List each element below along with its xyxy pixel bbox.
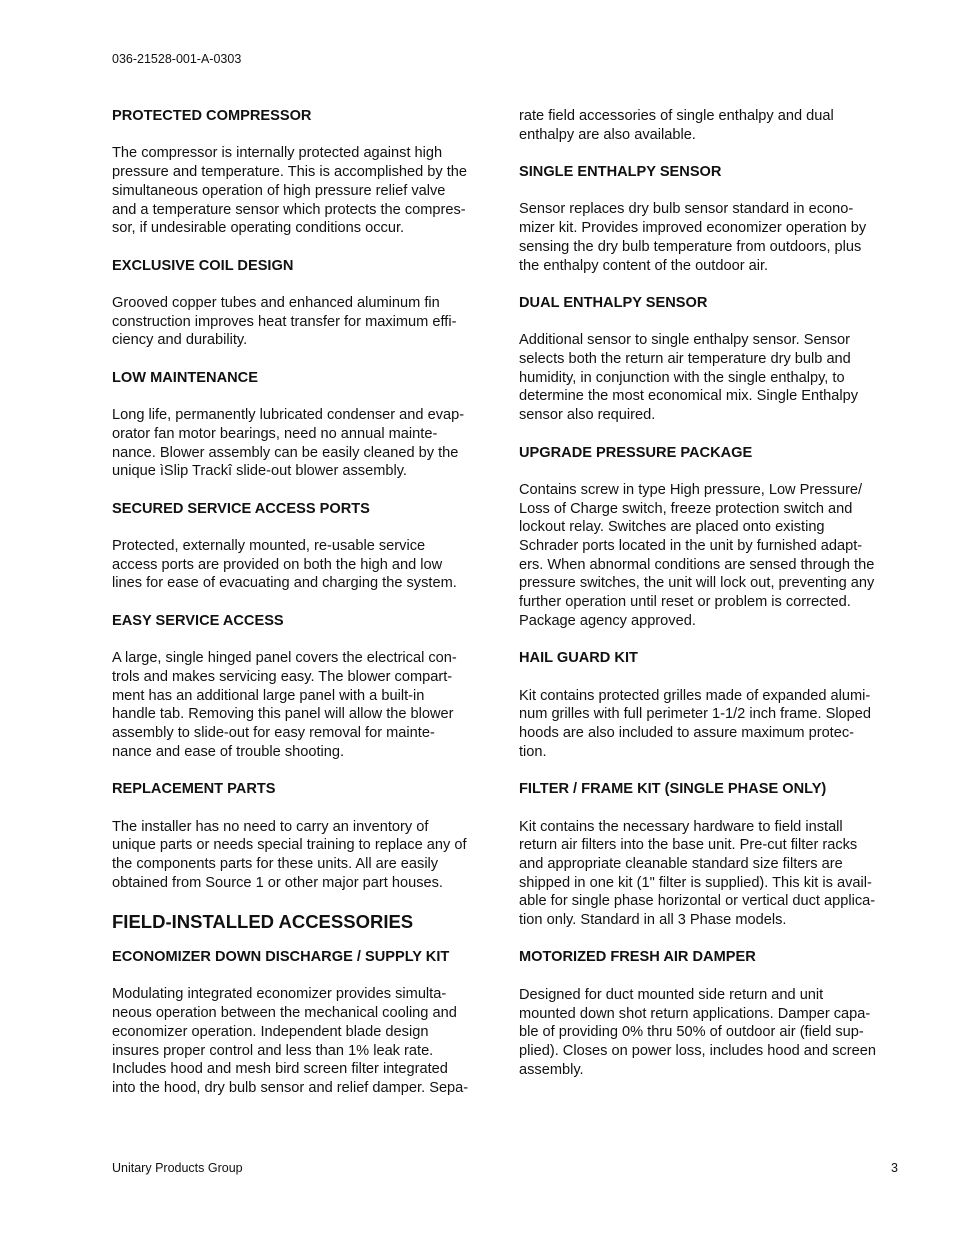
paragraph (112, 294, 490, 350)
paragraph (112, 537, 490, 593)
paragraph-line: assembly to slide-out for easy removal for mainte- (112, 725, 435, 742)
paragraph-line: trols and makes servicing easy. The blower compart- (112, 668, 453, 685)
paragraph (519, 200, 901, 275)
paragraph-line: return air filters into the base unit. Pre-cut filter racks (519, 837, 858, 854)
subsection-heading: LOW MAINTENANCE (112, 369, 258, 386)
paragraph (112, 406, 490, 481)
paragraph-line: ble of providing 0% thru 50% of outdoor air (field sup- (519, 1024, 864, 1041)
paragraph-line: Additional sensor to single enthalpy sensor. Sensor (519, 332, 850, 349)
paragraph-line: Contains screw in type High pressure, Low Pressure/ (519, 481, 863, 498)
paragraph-line: ciency and durability. (112, 332, 248, 349)
paragraph (519, 818, 901, 930)
paragraph (519, 331, 901, 425)
paragraph-line: Includes hood and mesh bird screen filter integrated (112, 1061, 448, 1078)
subsection-heading: PROTECTED COMPRESSOR (112, 108, 312, 124)
paragraph-line: Protected, externally mounted, re-usable service (112, 538, 426, 555)
subsection-heading: FILTER / FRAME KIT (SINGLE PHASE ONLY) (519, 781, 827, 798)
subsection-heading: REPLACEMENT PARTS (112, 781, 276, 798)
document-number: 036-21528-001-A-0303 (112, 52, 242, 66)
paragraph (112, 649, 490, 761)
paragraph-line: A large, single hinged panel covers the electrical con- (112, 650, 457, 667)
paragraph-line: num grilles with full perimeter 1-1/2 inch frame. Sloped (519, 706, 872, 723)
paragraph-line: Long life, permanently lubricated condenser and evap- (112, 407, 465, 424)
section-heading: FIELD-INSTALLED ACCESSORIES (112, 911, 414, 933)
paragraph-line: tion. (519, 743, 547, 760)
paragraph-line: the components parts for these units. All are easily (112, 855, 439, 872)
page-number: 3 (891, 1161, 898, 1175)
paragraph-line: neous operation between the mechanical cooling and (112, 1005, 457, 1022)
right-column (519, 107, 901, 1098)
footer-company: Unitary Products Group (112, 1161, 243, 1175)
paragraph-line: simultaneous operation of high pressure relief valve (112, 182, 446, 199)
paragraph-line: lockout relay. Switches are placed onto existing (519, 519, 825, 536)
subsection-heading: EASY SERVICE ACCESS (112, 612, 284, 629)
paragraph-line: selects both the return air temperature dry bulb and (519, 351, 851, 368)
paragraph (112, 818, 490, 893)
paragraph-line: Designed for duct mounted side return and unit (519, 986, 824, 1003)
paragraph-line: ment has an additional large panel with a built-in (112, 687, 425, 704)
subsection-heading: DUAL ENTHALPY SENSOR (519, 294, 708, 311)
subsection-heading: UPGRADE PRESSURE PACKAGE (519, 444, 753, 461)
paragraph-line: shipped in one kit (1" filter is supplied). This kit is avail- (519, 874, 872, 891)
subsection-heading: SECURED SERVICE ACCESS PORTS (112, 500, 370, 517)
paragraph-line: Grooved copper tubes and enhanced aluminum fin (112, 294, 440, 311)
paragraph (519, 481, 901, 631)
paragraph-line: and appropriate cleanable standard size filters are (519, 855, 843, 872)
paragraph-line: assembly. (519, 1061, 584, 1078)
paragraph-line: sor, if undesirable operating conditions occur. (112, 220, 405, 237)
paragraph-line: sensor also required. (519, 407, 656, 424)
paragraph-line: and a temperature sensor which protects the compres- (112, 201, 466, 218)
paragraph-line: access ports are provided on both the high and low (112, 556, 443, 573)
paragraph-line: plied). Closes on power loss, includes hood and screen (519, 1042, 876, 1059)
paragraph-line: construction improves heat transfer for maximum effi- (112, 313, 457, 330)
paragraph-line: into the hood, dry bulb sensor and relief damper. Sepa- (112, 1079, 469, 1096)
paragraph-line: pressure switches, the unit will lock out, preventing any (519, 575, 875, 592)
paragraph-line: Kit contains the necessary hardware to field install (519, 818, 843, 835)
paragraph-line: mizer kit. Provides improved economizer operation by (519, 220, 867, 237)
paragraph-line: The compressor is internally protected against high (112, 145, 443, 162)
subsection-heading: EXCLUSIVE COIL DESIGN (112, 257, 294, 274)
paragraph-line: Modulating integrated economizer provides simulta- (112, 986, 447, 1003)
left-column (112, 107, 490, 1116)
subsection-heading: SINGLE ENTHALPY SENSOR (519, 164, 722, 181)
paragraph-line: unique ìSlip Trackî slide-out blower assembly. (112, 463, 407, 480)
paragraph-line: the enthalpy content of the outdoor air. (519, 257, 769, 274)
subsection-heading: MOTORIZED FRESH AIR DAMPER (519, 949, 756, 966)
paragraph-line: Loss of Charge switch, freeze protection switch and (519, 500, 853, 517)
paragraph (112, 144, 490, 238)
paragraph (519, 107, 901, 144)
paragraph-line: mounted down shot return applications. Damper capa- (519, 1005, 871, 1022)
paragraph-line: Package agency approved. (519, 612, 696, 629)
paragraph-line: lines for ease of evacuating and charging the system. (112, 575, 457, 592)
paragraph (519, 687, 901, 762)
paragraph-line: humidity, in conjunction with the single enthalpy, to (519, 369, 845, 386)
paragraph-line: rate field accessories of single enthalpy and dual (519, 108, 834, 124)
paragraph-line: enthalpy are also available. (519, 126, 696, 143)
subsection-heading: HAIL GUARD KIT (519, 650, 638, 667)
paragraph-line: insures proper control and less than 1% leak rate. (112, 1042, 434, 1059)
paragraph-line: The installer has no need to carry an inventory of (112, 818, 429, 835)
paragraph-line: able for single phase horizontal or vertical duct applica- (519, 893, 876, 910)
paragraph-line: Schrader ports located in the unit by furnished adapt- (519, 538, 863, 555)
paragraph-line: determine the most economical mix. Single Enthalpy (519, 388, 859, 405)
paragraph-line: hoods are also included to assure maximum protec- (519, 725, 855, 742)
paragraph (112, 985, 490, 1097)
paragraph-line: economizer operation. Independent blade design (112, 1023, 429, 1040)
subsection-heading: ECONOMIZER DOWN DISCHARGE / SUPPLY KIT (112, 949, 450, 966)
paragraph-line: pressure and temperature. This is accomplished by the (112, 164, 468, 181)
paragraph-line: obtained from Source 1 or other major part houses. (112, 874, 443, 891)
paragraph-line: sensing the dry bulb temperature from outdoors, plus (519, 238, 862, 255)
paragraph-line: unique parts or needs special training to replace any of (112, 837, 467, 854)
paragraph-line: handle tab. Removing this panel will allow the blower (112, 706, 454, 723)
paragraph-line: Sensor replaces dry bulb sensor standard in econo- (519, 201, 854, 218)
paragraph-line: Kit contains protected grilles made of expanded alumi- (519, 687, 871, 704)
paragraph-line: nance and ease of trouble shooting. (112, 743, 345, 760)
paragraph-line: orator fan motor bearings, need no annual mainte- (112, 425, 438, 442)
paragraph (519, 986, 901, 1080)
paragraph-line: ers. When abnormal conditions are sensed through the (519, 556, 875, 573)
paragraph-line: nance. Blower assembly can be easily cleaned by the (112, 444, 459, 461)
paragraph-line: further operation until reset or problem is corrected. (519, 594, 851, 611)
paragraph-line: tion only. Standard in all 3 Phase models. (519, 912, 787, 929)
